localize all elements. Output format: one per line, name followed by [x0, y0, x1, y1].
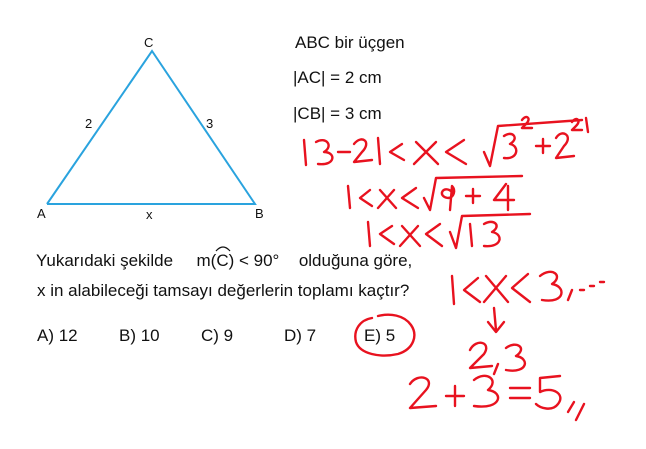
solution-arrow — [488, 308, 504, 332]
vertex-a-label: A — [37, 206, 46, 221]
vertex-b-label: B — [255, 206, 264, 221]
choice-d[interactable]: D) 7 — [284, 326, 317, 345]
question-line-1-start: Yukarıdaki şekilde — [36, 251, 174, 270]
vertex-c-label: C — [144, 35, 154, 50]
angle-expr-suffix: ) < 90° — [228, 251, 280, 270]
given-line-2: |AC| = 2 cm — [293, 68, 382, 87]
question-line-1-end: olduğuna göre, — [298, 251, 413, 270]
angle-letter: C — [216, 251, 229, 270]
side-ac-label: 2 — [85, 116, 93, 131]
given-line-3: |CB| = 3 cm — [293, 104, 382, 123]
side-cb-label: 3 — [206, 116, 214, 131]
choice-c[interactable]: C) 9 — [201, 326, 234, 345]
choice-e[interactable]: E) 5 — [364, 326, 396, 345]
angle-expr-prefix: m( — [196, 251, 217, 270]
solution-step-4 — [452, 272, 604, 304]
solution-step-6 — [410, 376, 584, 420]
solution-step-1 — [304, 117, 588, 166]
answer-circle — [355, 315, 414, 356]
side-ab-label: x — [146, 207, 153, 222]
solution-step-3 — [368, 214, 530, 248]
given-line-1: ABC bir üçgen — [295, 33, 405, 52]
question-line-2: x in alabileceği tamsayı değerlerin toplamı kaçtır? — [37, 281, 410, 300]
solution-step-5 — [470, 343, 525, 374]
choice-b[interactable]: B) 10 — [119, 326, 160, 345]
solution-step-2 — [348, 176, 522, 210]
choice-a[interactable]: A) 12 — [37, 326, 78, 345]
